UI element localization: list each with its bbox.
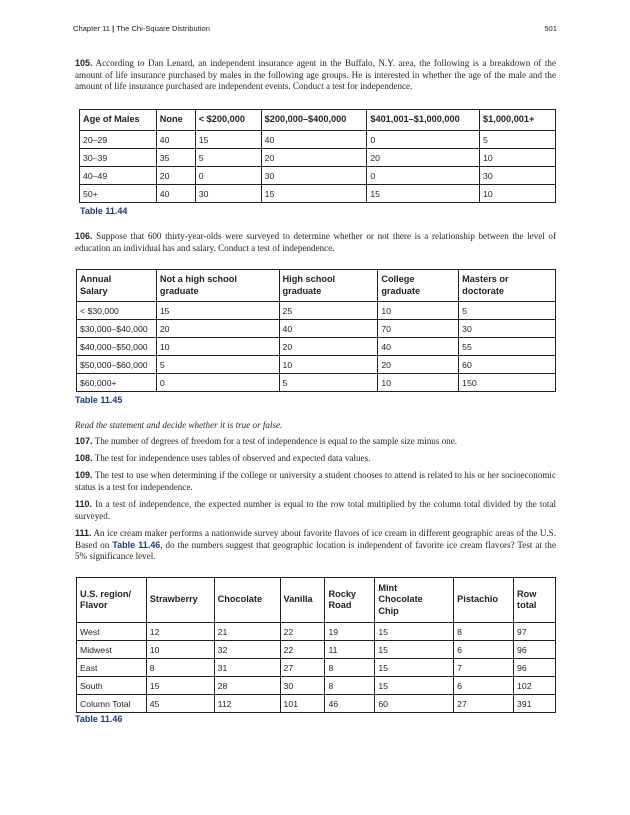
exercise-number: 105.	[75, 58, 93, 68]
table-cell: 5	[195, 149, 261, 167]
exercise-number: 106.	[75, 231, 93, 241]
table-cell: 112	[214, 695, 280, 713]
table-cell: 40–49	[80, 167, 157, 185]
table-cell: 31	[214, 659, 280, 677]
table-cell: 28	[214, 677, 280, 695]
table-cell: 40	[261, 131, 367, 149]
table-cell: 8	[325, 677, 375, 695]
column-header-text: graduate	[282, 285, 322, 296]
column-header-text: $200,000–$400,000	[264, 114, 347, 125]
table-cell: 10	[480, 185, 556, 203]
table-body	[77, 623, 556, 713]
table-11-46	[76, 577, 556, 713]
table-cell: 20–29	[80, 131, 157, 149]
column-header-text: Not a high school	[159, 274, 237, 284]
table-cell: $30,000–$40,000	[77, 320, 157, 338]
table-cell: 6	[454, 641, 514, 659]
table-body	[80, 131, 556, 203]
table-row	[77, 623, 556, 641]
table-cell: 15	[375, 623, 454, 641]
exercise-text-before: An ice cream maker performs a nationwide survey about favorite flavors of ice cream in different geographic areas of the U.S. Based on	[75, 528, 556, 550]
table-cell: 10	[378, 302, 459, 320]
column-header	[77, 578, 147, 623]
table-cell: 5	[459, 302, 556, 320]
column-header	[325, 578, 375, 623]
table-row	[80, 185, 556, 203]
table-cell: 40	[156, 185, 195, 203]
table-cell: $60,000+	[77, 374, 157, 392]
table-row	[77, 338, 556, 356]
table-caption-11-46: Table 11.46	[75, 714, 123, 724]
column-header-text: Vanilla	[283, 594, 313, 605]
column-header-text: Row	[517, 588, 537, 599]
table-row	[77, 695, 556, 713]
table-cell: 5	[156, 356, 279, 374]
table-cell: South	[77, 677, 147, 695]
header-separator: |	[112, 24, 115, 33]
table-cell: 150	[459, 374, 556, 392]
table-cell: 20	[367, 149, 480, 167]
table-cell: 20	[156, 320, 279, 338]
column-header-text: Age of Males	[83, 114, 140, 125]
table-cell: 22	[280, 641, 325, 659]
column-header-text: total	[517, 600, 537, 610]
column-header-text: Annual	[80, 274, 112, 284]
column-header	[375, 578, 454, 623]
table-reference-link[interactable]: Table 11.46	[112, 539, 161, 550]
table-cell: 11	[325, 641, 375, 659]
column-header-text: None	[159, 114, 183, 125]
table-caption-11-45: Table 11.45	[75, 395, 123, 405]
table-cell: 102	[514, 677, 556, 695]
table-cell: West	[77, 623, 147, 641]
table-cell: < $30,000	[77, 302, 157, 320]
column-header-text: Chocolate	[378, 594, 423, 605]
table-cell: 40	[279, 320, 378, 338]
column-header	[459, 270, 556, 302]
table-cell: 391	[514, 695, 556, 713]
table-cell: 20	[261, 149, 367, 167]
table-cell: 70	[378, 320, 459, 338]
column-header	[480, 110, 556, 131]
chapter-label: Chapter 11	[73, 24, 111, 33]
exercise-number: 108.	[75, 453, 93, 463]
table-cell: East	[77, 659, 147, 677]
table-header-row	[77, 578, 556, 623]
table-cell: 0	[367, 167, 480, 185]
column-header	[367, 110, 480, 131]
table-cell: 20	[378, 356, 459, 374]
column-header	[261, 110, 367, 131]
exercise-text: In a test of independence, the expected number is equal to the row total multiplied by the column total divided by the total surveyed.	[75, 499, 556, 521]
column-header-text: Road	[328, 600, 352, 610]
table-row	[80, 131, 556, 149]
table-cell: 20	[279, 338, 378, 356]
column-header-text: Strawberry	[149, 594, 198, 605]
chapter-title: The Chi-Square Distribution	[116, 24, 210, 33]
table-cell: 15	[261, 185, 367, 203]
table-cell: 15	[195, 131, 261, 149]
table-cell: 6	[454, 677, 514, 695]
column-header-text: Flavor	[80, 600, 108, 610]
table-cell: 15	[367, 185, 480, 203]
table-body	[77, 302, 556, 392]
table-cell: 15	[375, 677, 454, 695]
column-header-text: Chocolate	[217, 594, 263, 605]
column-header-text: graduate	[381, 285, 421, 296]
table-header-row	[77, 270, 556, 302]
table-cell: 32	[214, 641, 280, 659]
table-cell: 97	[514, 623, 556, 641]
exercise-107	[75, 436, 556, 448]
table-cell: 0	[156, 374, 279, 392]
column-header-text: College	[381, 274, 415, 284]
table-cell: 21	[214, 623, 280, 641]
table-cell: 10	[146, 641, 214, 659]
table-cell: 22	[280, 623, 325, 641]
table-cell: 40	[378, 338, 459, 356]
table-11-44	[79, 109, 556, 203]
table-cell: 5	[480, 131, 556, 149]
exercise-text: The test for independence uses tables of observed and expected data values.	[94, 453, 371, 463]
column-header	[280, 578, 325, 623]
column-header-text: doctorate	[462, 285, 505, 296]
table-cell: 10	[156, 338, 279, 356]
column-header	[77, 270, 157, 302]
column-header	[156, 270, 279, 302]
exercise-number: 107.	[75, 436, 93, 446]
exercise-text-after: , do the numbers suggest that geographic location is independent of favorite ice cream flavors? Test at the 5% significance level.	[75, 539, 556, 562]
column-header-text: U.S. region/	[80, 588, 132, 599]
table-cell: 30	[280, 677, 325, 695]
table-cell: $40,000–$50,000	[77, 338, 157, 356]
column-header	[454, 578, 514, 623]
table-caption-11-44: Table 11.44	[80, 206, 128, 216]
table-cell: 5	[279, 374, 378, 392]
table-row	[77, 320, 556, 338]
table-cell: 12	[146, 623, 214, 641]
exercise-text: The number of degrees of freedom for a test of independence is equal to the sample size minus one.	[94, 436, 458, 446]
table-cell: 8	[454, 623, 514, 641]
exercise-text: Suppose that 600 thirty-year-olds were surveyed to determine whether or not there is a relationship between the level of education an individual has and salary. Conduct a test of independence.	[75, 231, 556, 253]
table-cell: 15	[156, 302, 279, 320]
table-row	[77, 641, 556, 659]
table-cell: 96	[514, 659, 556, 677]
column-header-text: graduate	[159, 285, 199, 296]
table-cell: 10	[378, 374, 459, 392]
table-cell: 15	[375, 659, 454, 677]
table-cell: Column Total	[77, 695, 147, 713]
table-cell: 30	[195, 185, 261, 203]
column-header-text: Salary	[80, 285, 108, 296]
exercise-110	[75, 499, 556, 522]
exercise-111	[75, 528, 556, 563]
table-row	[77, 356, 556, 374]
column-header	[214, 578, 280, 623]
page-number: 501	[544, 24, 557, 33]
exercise-number: 109.	[75, 470, 93, 480]
table-cell: Midwest	[77, 641, 147, 659]
table-cell: 25	[279, 302, 378, 320]
column-header	[195, 110, 261, 131]
exercise-number: 110.	[75, 499, 93, 509]
table-cell: 45	[146, 695, 214, 713]
table-cell: 20	[156, 167, 195, 185]
table-cell: 96	[514, 641, 556, 659]
running-header	[73, 24, 210, 33]
table-cell: $50,000–$60,000	[77, 356, 157, 374]
table-row	[77, 302, 556, 320]
table-cell: 27	[280, 659, 325, 677]
table-cell: 46	[325, 695, 375, 713]
column-header-text: Mint	[378, 582, 398, 593]
table-cell: 10	[480, 149, 556, 167]
table-cell: 0	[367, 131, 480, 149]
column-header	[279, 270, 378, 302]
table-cell: 30	[480, 167, 556, 185]
column-header	[156, 110, 195, 131]
column-header-text: $1,000,001+	[483, 114, 535, 125]
table-cell: 40	[156, 131, 195, 149]
exercise-number: 111.	[75, 528, 92, 538]
exercise-105	[75, 58, 556, 93]
column-header-text: $401,001–$1,000,000	[370, 114, 460, 125]
exercise-text: According to Dan Lenard, an independent insurance agent in the Buffalo, N.Y. area, the following is a breakdown of the amount of life insurance purchased by males in the following age groups. He is interested in whether the age of the male and the amount of life insurance purchased are independent events. Conduct a test for independence.	[75, 58, 556, 92]
table-cell: 30–39	[80, 149, 157, 167]
table-cell: 8	[146, 659, 214, 677]
column-header-text: Chip	[378, 605, 399, 616]
table-header-row	[80, 110, 556, 131]
column-header-text: Rocky	[328, 588, 357, 599]
table-cell: 15	[146, 677, 214, 695]
table-cell: 60	[459, 356, 556, 374]
table-cell: 50+	[80, 185, 157, 203]
table-row	[80, 167, 556, 185]
exercise-106	[75, 231, 556, 254]
table-cell: 27	[454, 695, 514, 713]
exercise-109	[75, 470, 556, 493]
table-row	[77, 374, 556, 392]
table-cell: 7	[454, 659, 514, 677]
column-header-text: < $200,000	[198, 114, 245, 125]
table-row	[80, 149, 556, 167]
table-cell: 15	[375, 641, 454, 659]
table-cell: 0	[195, 167, 261, 185]
table-cell: 55	[459, 338, 556, 356]
table-cell: 30	[261, 167, 367, 185]
column-header	[378, 270, 459, 302]
table-cell: 8	[325, 659, 375, 677]
table-cell: 19	[325, 623, 375, 641]
column-header	[80, 110, 157, 131]
table-cell: 60	[375, 695, 454, 713]
column-header-text: Masters or	[462, 274, 509, 284]
instruction-text: Read the statement and decide whether it is true or false.	[75, 420, 283, 430]
column-header-text: Pistachio	[457, 594, 498, 605]
table-row	[77, 659, 556, 677]
exercise-108	[75, 453, 556, 465]
column-header-text: High school	[282, 274, 336, 284]
table-cell: 101	[280, 695, 325, 713]
column-header	[514, 578, 556, 623]
table-cell: 30	[459, 320, 556, 338]
table-cell: 10	[279, 356, 378, 374]
column-header	[146, 578, 214, 623]
exercise-text: The test to use when determining if the college or university a student chooses to attend is related to his or her socioeconomic status is a test for independence.	[75, 470, 556, 492]
table-cell: 35	[156, 149, 195, 167]
table-row	[77, 677, 556, 695]
table-11-45	[76, 269, 556, 392]
